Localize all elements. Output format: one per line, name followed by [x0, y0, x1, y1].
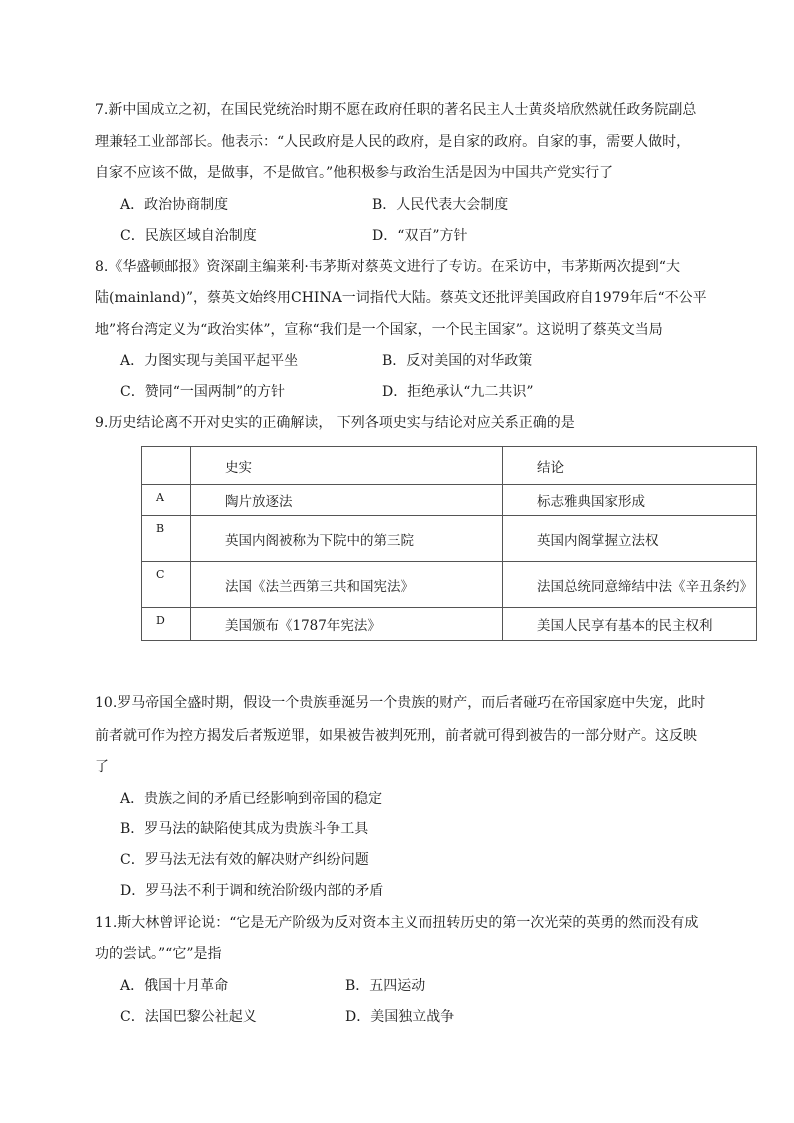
- q8-stem-line-2: 陆(mainland)”，蔡英文始终用CHINA一词指代大陆。蔡英文还批评美国政府自1979年后“不公平: [95, 290, 707, 306]
- row-conclusion: 标志雅典国家形成: [503, 485, 757, 516]
- q11-option-c: C．法国巴黎公社起义: [120, 1009, 257, 1025]
- row-letter: A: [142, 485, 191, 516]
- table-row: [142, 485, 757, 516]
- table-header-row: [142, 447, 757, 485]
- q7-stem-line-3: 自家不应该不做，是做事，不是做官。”他积极参与政治生活是因为中国共产党实行了: [95, 165, 614, 181]
- row-conclusion: 英国内阁掌握立法权: [503, 516, 757, 562]
- q10-option-c: C．罗马法无法有效的解决财产纠纷问题: [120, 852, 369, 868]
- row-fact: 美国颁布《1787年宪法》: [191, 608, 503, 641]
- row-letter: B: [142, 516, 191, 562]
- q9-stem: 9.历史结论离不开对史实的正确解读， 下列各项史实与结论对应关系正确的是: [95, 415, 575, 431]
- row-conclusion: 法国总统同意缔结中法《辛丑条约》: [503, 562, 757, 608]
- q10-stem-line-2: 前者就可作为控方揭发后者叛逆罪，如果被告被判死刑，前者就可得到被告的一部分财产。这反映: [95, 728, 697, 744]
- q8-option-d: D．拒绝承认“九二共识”: [382, 384, 534, 400]
- q7-option-a: A．政治协商制度: [120, 197, 229, 213]
- table-row: [142, 516, 757, 562]
- q10-option-b: B．罗马法的缺陷使其成为贵族斗争工具: [120, 821, 369, 837]
- q11-option-d: D．美国独立战争: [345, 1009, 455, 1025]
- row-fact: 陶片放逐法: [191, 485, 503, 516]
- table-row: [142, 608, 757, 641]
- q7-stem-line-1: 7.新中国成立之初，在国民党统治时期不愿在政府任职的著名民主人士黄炎培欣然就任政务院副总: [95, 102, 697, 118]
- table-header-blank: [142, 447, 191, 485]
- table-header-fact: 史实: [191, 447, 503, 485]
- row-letter: D: [142, 608, 191, 641]
- q11-stem-line-2: 功的尝试。”“它”是指: [95, 946, 222, 962]
- q10-stem-line-1: 10.罗马帝国全盛时期，假设一个贵族垂涎另一个贵族的财产，而后者碰巧在帝国家庭中失宠，此时: [95, 695, 706, 711]
- q8-stem-line-3: 地”将台湾定义为“政治实体”，宣称“我们是一个国家，一个民主国家”。这说明了蔡英文当局: [95, 322, 663, 338]
- q8-option-b: B．反对美国的对华政策: [382, 353, 533, 369]
- q7-stem-line-2: 理兼轻工业部部长。他表示：“人民政府是人民的政府，是自家的政府。自家的事，需要人做时，: [95, 134, 691, 150]
- q8-option-a: A．力图实现与美国平起平坐: [120, 353, 299, 369]
- q8-option-c: C．赞同“一国两制”的方针: [120, 384, 286, 400]
- q10-option-a: A．贵族之间的矛盾已经影响到帝国的稳定: [120, 791, 383, 807]
- q9-table: [141, 446, 757, 641]
- q11-option-b: B．五四运动: [345, 978, 426, 994]
- table-row: [142, 562, 757, 608]
- q7-option-d: D．“双百”方针: [372, 228, 468, 244]
- row-letter: C: [142, 562, 191, 608]
- row-conclusion: 美国人民享有基本的民主权利: [503, 608, 757, 641]
- q10-stem-line-3: 了: [95, 759, 109, 775]
- q11-stem-line-1: 11.斯大林曾评论说：“它是无产阶级为反对资本主义而扭转历史的第一次光荣的英勇的然而没有成: [95, 915, 699, 931]
- row-fact: 英国内阁被称为下院中的第三院: [191, 516, 503, 562]
- row-fact: 法国《法兰西第三共和国宪法》: [191, 562, 503, 608]
- table-header-conclusion: 结论: [503, 447, 757, 485]
- q7-option-b: B．人民代表大会制度: [372, 197, 509, 213]
- q11-option-a: A．俄国十月革命: [120, 978, 229, 994]
- q8-stem-line-1: 8.《华盛顿邮报》资深副主编莱利·韦茅斯对蔡英文进行了专访。在采访中，韦茅斯两次提到“大: [95, 259, 680, 275]
- q7-option-c: C．民族区域自治制度: [120, 228, 257, 244]
- q10-option-d: D．罗马法不利于调和统治阶级内部的矛盾: [120, 883, 384, 899]
